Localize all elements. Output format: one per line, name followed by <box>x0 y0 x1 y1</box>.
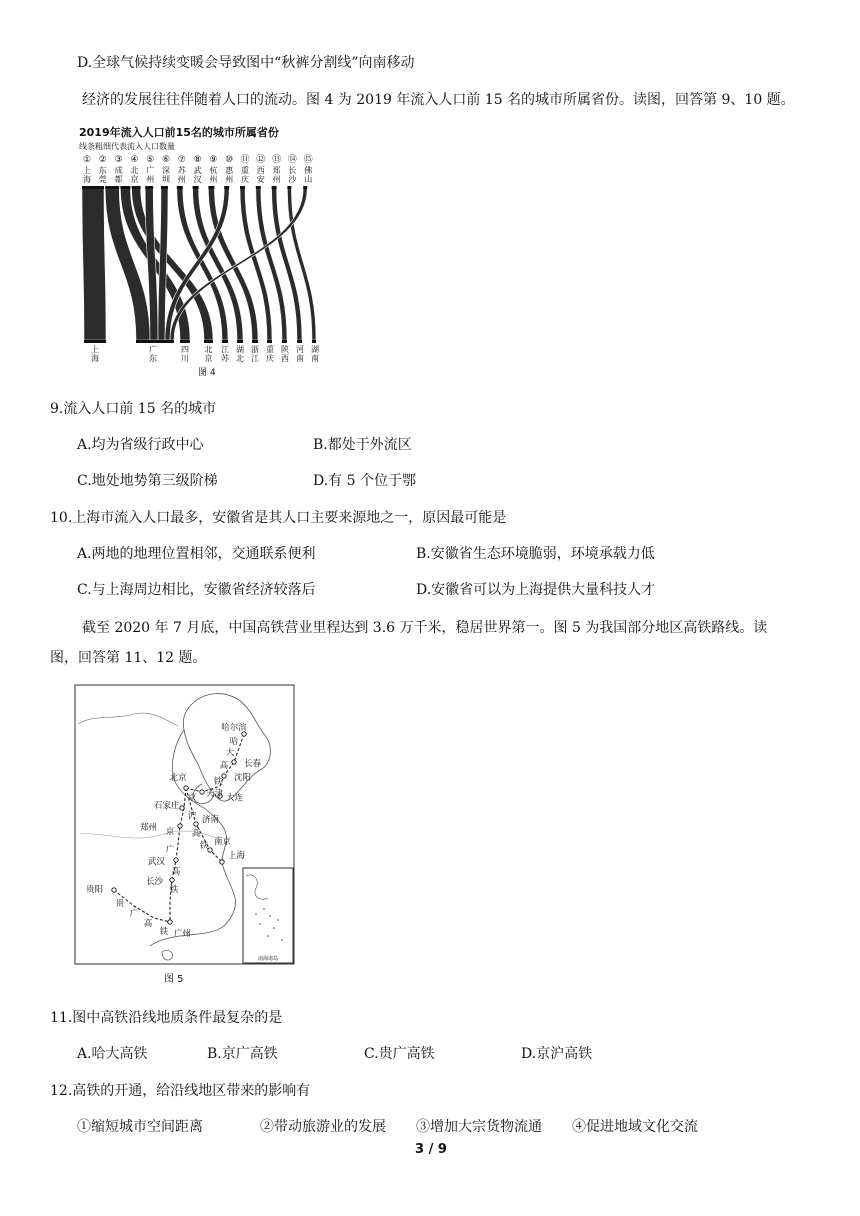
rail-label-jingguang: 铁 <box>169 885 179 895</box>
figure-4-province-6-char: 北 <box>236 354 244 363</box>
figure-4-province-7 <box>251 344 259 363</box>
figure-4-province-3 <box>181 345 189 363</box>
figure-4-title: 2019年流入人口前15名的城市所属省份 <box>79 126 279 139</box>
figure-4-province-10-char: 南 <box>296 354 304 363</box>
figure-4-city-13-char: 州 <box>272 175 281 184</box>
figure-4-dest-bar <box>297 340 302 343</box>
figure-4-number-row <box>83 154 313 165</box>
figure-4-city-10 <box>225 165 234 184</box>
figure-5 <box>74 684 298 990</box>
figure-4-province-11-char: 湖 <box>311 345 319 354</box>
figure-4-flow-6 <box>158 188 168 340</box>
rail-label-hada: 哈 <box>229 737 239 747</box>
figure-4 <box>76 122 336 384</box>
rail-label-jinghu: 京 <box>187 793 197 803</box>
figure-4-source-bar <box>240 186 245 189</box>
figure-4-city-labels <box>83 165 312 184</box>
figure-4-province-7-char: 江 <box>251 354 259 363</box>
figure-4-source-bar <box>132 186 141 189</box>
figure-5-map <box>74 684 298 990</box>
figure-4-city-1-char: 海 <box>83 175 91 184</box>
q10-option-c: C.与上海周边相比，安徽省经济较落后 <box>77 582 316 598</box>
figure-4-province-9-char: 陕 <box>281 345 289 354</box>
city-label-shanghai: 上海 <box>228 851 246 861</box>
figure-4-number: ④ <box>130 155 139 165</box>
figure-4-number: ⑩ <box>225 155 234 165</box>
figure-4-number: ⑦ <box>177 155 186 165</box>
city-label-dalian: 大连 <box>226 793 244 803</box>
rail-label-jingguang: 广 <box>165 845 175 855</box>
rail-label-jingguang: 京 <box>165 827 175 837</box>
rail-label-hada: 高 <box>219 761 229 771</box>
figure-4-number: ① <box>82 155 92 165</box>
figure-4-city-15-char: 山 <box>304 175 313 184</box>
city-label-shenyang: 沈阳 <box>234 773 252 783</box>
q10-option-a: A.两地的地理位置相邻，交通联系便利 <box>77 546 316 562</box>
city-label-guiyang: 贵阳 <box>86 885 104 895</box>
figure-4-province-6-char: 湖 <box>236 345 244 354</box>
figure-4-province-8-char: 重 <box>266 345 274 354</box>
q11-option-c: C.贵广高铁 <box>364 1046 435 1062</box>
city-dot-guiyang <box>112 888 116 892</box>
city-label-harbin: 哈尔滨 <box>221 723 247 733</box>
figure-4-number: ⑭ <box>287 155 297 165</box>
figure-4-city-8-char: 武 <box>193 166 202 175</box>
figure-4-dest-bar <box>237 340 243 343</box>
figure-4-city-3-char: 都 <box>114 175 123 184</box>
figure-4-province-2 <box>149 344 157 363</box>
city-dot-jinan <box>194 822 198 826</box>
figure-4-source-bar <box>256 186 261 189</box>
figure-4-city-1-char: 上 <box>83 166 91 175</box>
inset-frame <box>243 868 293 963</box>
city-dot-tianjin <box>200 790 204 794</box>
q11-option-a: A.哈大高铁 <box>77 1046 148 1062</box>
rail-label-jingguang: 高 <box>171 867 181 877</box>
figure-4-province-8-char: 庆 <box>266 354 274 363</box>
figure-4-province-10 <box>296 345 304 363</box>
figure-4-dest-bar <box>204 340 213 343</box>
figure-4-province-11 <box>311 344 319 363</box>
intro-q11-12-line1: 截至 2020 年 7 月底，中国高铁营业里程达到 3.6 万千米，稳居世界第一。图 5 为我国部分地区高铁路线。读 <box>82 620 768 636</box>
figure-4-source-bar <box>303 186 307 189</box>
figure-4-source-bar <box>177 186 183 189</box>
figure-4-province-7-char: 浙 <box>251 345 259 354</box>
figure-4-city-12 <box>257 166 265 184</box>
figure-4-city-9-char: 杭 <box>209 166 218 175</box>
figure-4-dest-bar <box>252 340 258 343</box>
city-dot-changsha <box>170 878 174 882</box>
figure-4-city-4-char: 北 <box>130 166 139 175</box>
city-dot-shijiazhuang <box>180 806 184 810</box>
figure-4-city-8 <box>194 165 202 184</box>
figure-4-number: ⑨ <box>209 155 218 165</box>
figure-4-source-bar <box>272 186 277 189</box>
city-label-changchun: 长春 <box>244 759 262 769</box>
q11-option-d: D.京沪高铁 <box>521 1046 593 1062</box>
q9-stem: 9.流入人口前 15 名的城市 <box>50 401 217 417</box>
figure-4-city-11-char: 庆 <box>241 175 249 184</box>
figure-4-dest-bar <box>180 340 190 343</box>
figure-4-city-14-char: 长 <box>288 166 297 175</box>
figure-4-number: ③ <box>114 155 123 165</box>
figure-4-dest-bar <box>84 340 106 343</box>
figure-4-province-5 <box>221 345 230 363</box>
figure-4-city-1 <box>83 165 91 184</box>
city-dot-shenyang <box>222 774 226 778</box>
figure-4-dest-bar <box>222 340 228 343</box>
figure-5-caption: 图 5 <box>164 974 184 985</box>
figure-4-province-9 <box>281 344 289 363</box>
city-label-shijiazhuang: 石家庄 <box>154 801 180 811</box>
figure-4-city-6-char: 深 <box>162 166 170 175</box>
figure-4-province-3-char: 川 <box>181 354 189 363</box>
city-dot-wuhan <box>174 858 178 862</box>
figure-4-province-4-char: 京 <box>204 354 213 363</box>
figure-4-number: ⑧ <box>193 155 202 165</box>
figure-4-province-6 <box>236 344 244 363</box>
q12-option-1: ①缩短城市空间距离 <box>77 1119 203 1135</box>
figure-4-province-4 <box>205 344 213 363</box>
figure-4-dest-bar <box>267 340 272 343</box>
figure-4-city-5-char: 广 <box>146 166 155 175</box>
city-dot-beijing <box>184 786 188 790</box>
figure-4-number: ⑬ <box>272 155 282 165</box>
q10-option-b: B.安徽省生态环境脆弱，环境承载力低 <box>416 546 655 562</box>
figure-4-city-10-char: 州 <box>225 175 234 184</box>
figure-4-source-bar <box>82 186 104 189</box>
figure-4-number: ⑮ <box>303 155 313 165</box>
figure-4-dest-bar <box>136 340 174 343</box>
city-label-wuhan: 武汉 <box>148 857 166 867</box>
figure-4-source-bar <box>161 186 168 189</box>
city-label-changsha: 长沙 <box>146 877 164 887</box>
figure-4-city-11-char: 重 <box>241 166 249 175</box>
figure-4-province-10-char: 河 <box>296 345 304 354</box>
figure-4-city-15 <box>304 165 312 184</box>
figure-4-city-2-char: 莞 <box>98 175 107 184</box>
figure-4-city-5-char: 州 <box>146 175 155 184</box>
city-label-zhengzhou: 郑州 <box>140 823 158 833</box>
figure-4-province-9-char: 西 <box>281 354 289 363</box>
figure-4-number: ⑥ <box>161 155 171 165</box>
figure-4-city-6 <box>162 166 170 184</box>
q10-stem: 10.上海市流入人口最多，安徽省是其人口主要来源地之一，原因最可能是 <box>50 510 507 526</box>
figure-4-city-14 <box>288 166 297 184</box>
figure-4-source-bar <box>287 186 291 189</box>
figure-4-dest-bar <box>312 340 316 343</box>
rail-label-guiguang: 高 <box>143 919 153 929</box>
figure-4-city-4 <box>130 165 138 184</box>
figure-4-source-bar <box>224 186 229 189</box>
figure-4-number: ⑫ <box>256 155 266 165</box>
rail-label-guiguang: 铁 <box>159 927 169 937</box>
city-dot-changchun <box>232 760 236 764</box>
intro-q11-12-line2: 图，回答第 11、12 题。 <box>50 650 207 666</box>
figure-4-city-7-char: 苏 <box>177 166 186 175</box>
figure-4-city-14-char: 沙 <box>288 175 297 184</box>
q12-stem: 12.高铁的开通，给沿线地区带来的影响有 <box>50 1083 311 1099</box>
figure-4-province-2-char: 广 <box>149 345 157 354</box>
figure-4-graphic <box>76 122 336 384</box>
q8-option-d: D.全球气候持续变暖会导致图中“秋裤分割线”向南移动 <box>77 55 415 71</box>
figure-4-city-2-char: 东 <box>98 166 107 175</box>
figure-4-city-9-char: 州 <box>209 175 218 184</box>
figure-4-province-5-char: 江 <box>221 345 229 354</box>
figure-4-source-bar <box>145 186 153 189</box>
q11-option-b: B.京广高铁 <box>207 1046 278 1062</box>
figure-4-city-12-char: 安 <box>256 175 265 184</box>
figure-4-province-5-char: 苏 <box>221 354 229 363</box>
figure-4-city-13-char: 郑 <box>272 166 281 175</box>
city-dot-zhengzhou <box>178 824 182 828</box>
figure-4-caption: 图 4 <box>198 368 216 378</box>
q10-option-d: D.安徽省可以为上海提供大量科技人才 <box>416 582 656 598</box>
figure-4-city-6-char: 圳 <box>162 175 170 184</box>
q9-option-c: C.地处地势第三级阶梯 <box>77 473 218 489</box>
figure-4-province-1-char: 上 <box>91 345 99 354</box>
figure-4-number: ⑤ <box>146 155 155 165</box>
rail-label-guiguang: 贵 <box>115 899 125 909</box>
figure-4-number: ⑪ <box>240 155 250 165</box>
figure-4-province-4-char: 北 <box>204 345 213 354</box>
figure-4-province-3-char: 四 <box>181 345 189 354</box>
figure-4-source-bar <box>193 186 199 189</box>
rail-label-hada: 铁 <box>213 777 223 787</box>
figure-4-source-bar <box>208 186 214 189</box>
city-dot-guangzhou <box>168 920 172 924</box>
q12-option-3: ③增加大宗货物流通 <box>416 1119 542 1135</box>
rail-label-guiguang: 广 <box>129 909 139 919</box>
city-label-beijing: 北京 <box>169 773 187 783</box>
city-label-tianjin: 天津 <box>206 789 224 799</box>
rail-label-hada: 大 <box>225 748 235 758</box>
figure-4-province-1-char: 海 <box>91 354 99 363</box>
figure-4-city-10-char: 惠 <box>225 166 234 175</box>
rail-label-jinghu: 高 <box>191 829 201 839</box>
figure-4-province-1 <box>91 344 99 363</box>
figure-4-province-labels <box>91 344 319 363</box>
figure-4-number: ② <box>98 155 107 165</box>
rail-label-jinghu: 沪 <box>187 811 197 821</box>
city-label-jinan: 济南 <box>202 815 220 825</box>
figure-4-city-15-char: 佛 <box>304 166 313 175</box>
page-number: 3 / 9 <box>415 1142 447 1157</box>
figure-4-source-bar <box>120 186 130 189</box>
q9-option-b: B.都处于外流区 <box>313 437 412 453</box>
figure-4-city-4-char: 京 <box>130 175 139 184</box>
city-label-guangzhou: 广州 <box>174 929 192 939</box>
figure-4-city-12-char: 西 <box>256 166 265 175</box>
figure-4-flow-1 <box>82 188 106 340</box>
q11-stem: 11.图中高铁沿线地质条件最复杂的是 <box>50 1010 283 1026</box>
city-dot-shanghai <box>220 860 224 864</box>
figure-4-flow-lines <box>82 186 316 343</box>
figure-4-city-8-char: 汉 <box>193 175 202 184</box>
figure-4-source-bar <box>105 186 119 189</box>
city-label-nanjing: 南京 <box>214 837 232 847</box>
figure-4-city-9 <box>209 165 217 184</box>
figure-4-province-11-char: 南 <box>311 354 319 363</box>
figure-4-province-8 <box>266 344 274 363</box>
city-dot-nanjing <box>208 848 212 852</box>
figure-4-flow-12 <box>256 188 287 340</box>
figure-4-city-11 <box>241 165 249 184</box>
figure-4-province-2-char: 东 <box>149 354 157 363</box>
q12-option-2: ②带动旅游业的发展 <box>260 1119 386 1135</box>
figure-4-dest-bar <box>282 340 287 343</box>
figure-4-city-13 <box>273 165 281 184</box>
intro-q9-10: 经济的发展往往伴随着人口的流动。图 4 为 2019 年流入人口前 15 名的城市所属省份。读图，回答第 9、10 题。 <box>82 92 795 108</box>
q9-option-a: A.均为省级行政中心 <box>77 437 204 453</box>
figure-4-city-3-char: 成 <box>114 166 123 175</box>
figure-4-city-2 <box>99 165 107 184</box>
figure-4-flow-13 <box>272 188 302 340</box>
q9-option-d: D.有 5 个位于鄂 <box>313 473 416 489</box>
figure-4-city-5 <box>146 165 154 184</box>
rail-label-jinghu: 铁 <box>199 841 209 851</box>
figure-4-city-3 <box>115 165 123 184</box>
inset-label: 南海诸岛 <box>258 956 279 962</box>
figure-4-city-7-char: 州 <box>177 175 186 184</box>
figure-4-subtitle: 线条粗细代表流入人口数量 <box>79 142 175 151</box>
figure-4-city-7 <box>178 165 187 184</box>
q12-option-4: ④促进地域文化交流 <box>572 1119 698 1135</box>
